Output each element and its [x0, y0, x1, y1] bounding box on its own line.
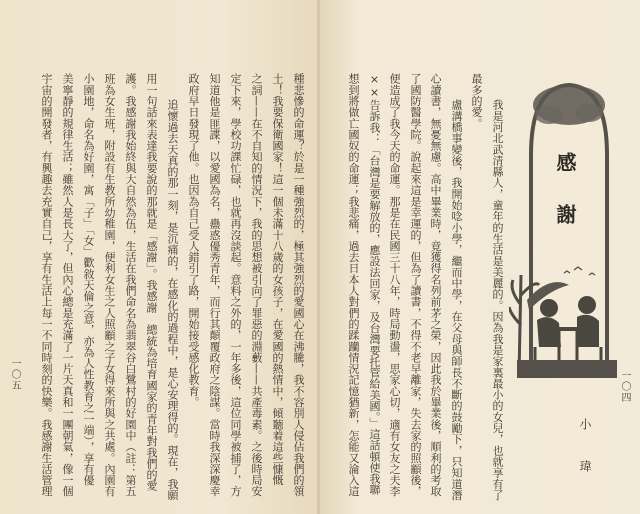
author-name: 小瑋	[578, 418, 592, 502]
text-column: 盧溝橋事變後，我開始唸小學，繼而中學，在父母與師長不斷的鼓勵下，只知道潛	[450, 99, 463, 501]
book-gutter	[317, 0, 320, 514]
text-column: 定下來，學校功課忙碌，也就再沒談起。意料之外的，一年多後，這位同學被捕了，方	[229, 73, 242, 497]
text-column: 便造成了我今天的命運。那是在民國三十八年，時局動盪，思家心切，適有女友之夫李	[388, 73, 401, 497]
text-column: 追懷過去天真的那一刻，是沉痛的，在感化的過程中，是心安理得的。現在，我願	[166, 99, 179, 501]
left-page	[0, 0, 319, 514]
text-column: 宇宙的開發者，有興趣去充實自己，享有生活上每一不同時刻的快樂。我感謝生活管理	[40, 73, 53, 497]
text-column: 小園地，命名為好園，寓「子」「女」歡敘天倫之意，亦為人性教育之一端），享有優	[82, 73, 95, 486]
text-column: 種悲慘的命運？於是一種強烈的，極其強烈的愛國心在沸騰，我不容別人侵佔我們的領	[292, 73, 305, 497]
text-column: ××告訴我：「台灣是要解放的，應設法回家，及台灣要托管給美國。」這話頓使我聯	[368, 73, 381, 496]
text-column: 心讀書，無憂無慮。高中畢業時，竟獲得名列前茅之榮，因此我於畢業後，順利的考取	[429, 73, 442, 497]
text-column: 知道他是匪諜，以愛國為名，蠱惑優秀青年，而行其顛覆政府之陰謀。當時我深深慶幸	[208, 73, 221, 497]
text-column: 護。我感謝我始終與大自然為伍，生活在我們命名為翡翠谷白鷺村的好園中（註：第五	[124, 73, 137, 497]
text-column: 了國防醫學院。說起來這是幸運的，但為了讀書，不得不老早離家，失去家的照顧後，	[409, 73, 422, 497]
text-column: 之詞——在不自知的情況下，我的思想被引向了罪惡的淵藪——共產毒素。之後時局安	[250, 73, 263, 497]
text-column: 最多的愛。	[470, 73, 483, 129]
text-column: 用一句話來表達我要說的那就是「感謝」。我感謝 總統為培育國家的青年對我們的愛	[145, 73, 158, 492]
text-column: 土！我要保衛國家！這一個未滿十八歲的女孩子，在愛國的熱情中，傾聽着這些慷慨	[271, 73, 284, 486]
text-column: 政府早日發現了他。也因為自己受人錯引了路，開始接受感化教育。	[187, 73, 200, 408]
text-column: 班為女生班，附設有生教所幼稚園，便利女生之人照顧之子女得來所與之共處。內園有	[103, 73, 116, 497]
page-number: 一〇四	[619, 370, 630, 403]
article-title: 感謝	[553, 152, 577, 256]
right-page	[319, 0, 640, 514]
text-column: 美寧靜的規律生活；雖然人是長大了，但內心總是充滿了一片天真和一團朝氣，像一個	[61, 73, 74, 497]
page-number: 一〇五	[9, 358, 20, 391]
text-column: 想到將做亡國奴的命運；我悲痛，過去日本人對們的蹂躪情況記憶猶新，怎能又淪入這	[347, 73, 360, 497]
text-column: 我是河北武清縣人，童年的生活是美麗的。因為我是家裏最小的女兒，也就享有了	[491, 99, 504, 501]
